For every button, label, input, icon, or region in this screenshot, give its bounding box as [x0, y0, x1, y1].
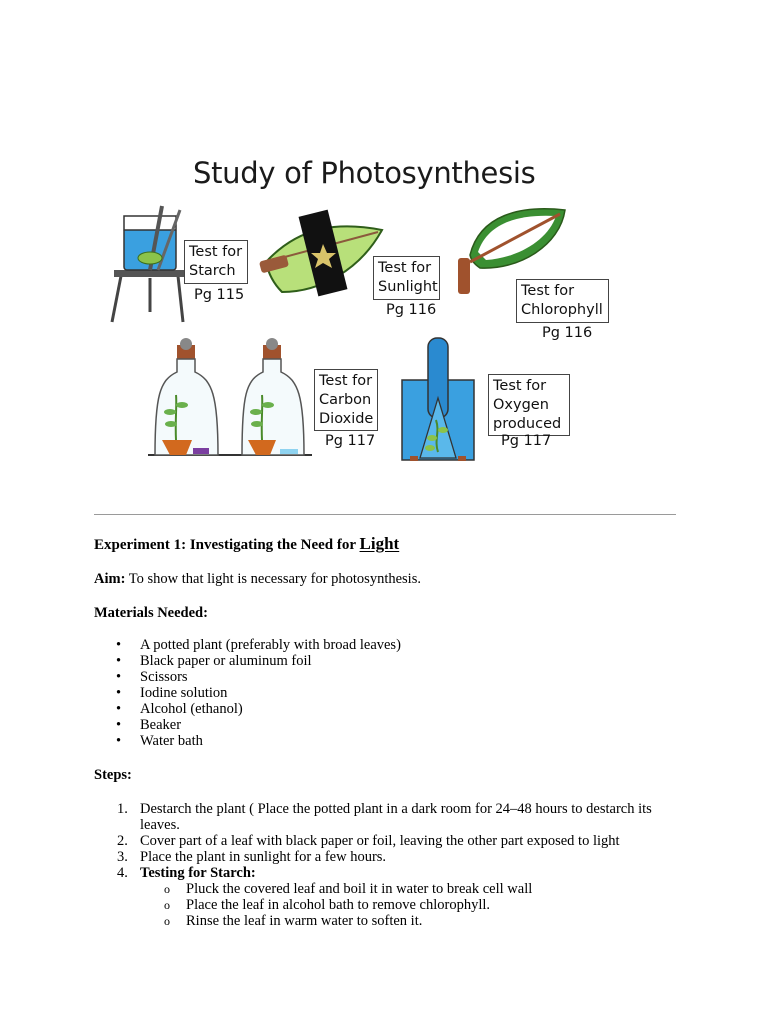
- oxygen-test-page: Pg 117: [501, 433, 552, 449]
- sunlight-test-leaf-illustration: [259, 210, 382, 297]
- aim-paragraph: [94, 571, 694, 587]
- substep-item: o Pluck the covered leaf and boil it in water to break cell wall: [94, 881, 654, 897]
- figure-illustrations: [0, 0, 768, 480]
- step-item: 3. Place the plant in sunlight for a few hours.: [117, 849, 387, 865]
- aim-label: Aim:: [94, 571, 126, 587]
- starch-test-label: Test for Starch: [184, 240, 248, 284]
- list-item: • Beaker: [94, 717, 694, 733]
- title-highlight: Light: [359, 534, 400, 553]
- starch-test-beaker-illustration: [112, 206, 184, 322]
- step-item: 1. Destarch the plant ( Place the potted plant in a dark room for 24–48 hours to destarch its leaves.: [117, 801, 652, 833]
- section-divider: [94, 514, 676, 515]
- starch-test-page: Pg 115: [194, 287, 245, 303]
- carbon-dioxide-test-label: Test for Carbon Dioxide: [314, 369, 378, 431]
- step-item: 4. Testing for Starch: o Pluck the covered leaf and boil it in water to break cell wall o Place the leaf in alcohol bath to remove chlorophyll. o Rinse the leaf in warm water to soften it.: [94, 865, 654, 929]
- figure-title: Study of Photosynthesis: [193, 156, 536, 190]
- materials-heading: Materials Needed:: [94, 605, 208, 621]
- list-item: • Water bath: [94, 733, 694, 749]
- step-item: 2. Cover part of a leaf with black paper or foil, leaving the other part exposed to light: [117, 833, 620, 849]
- substep-item: o Rinse the leaf in warm water to soften it.: [94, 913, 654, 929]
- steps-heading: Steps:: [94, 767, 132, 783]
- materials-list: [94, 637, 694, 749]
- experiment-section: [94, 536, 694, 929]
- list-item: • A potted plant (preferably with broad leaves): [94, 637, 694, 653]
- aim-text: To show that light is necessary for photosynthesis.: [128, 571, 421, 587]
- list-item: • Black paper or aluminum foil: [94, 653, 694, 669]
- chlorophyll-test-page: Pg 116: [542, 325, 593, 341]
- list-item: • Scissors: [94, 669, 694, 685]
- substep-item: o Place the leaf in alcohol bath to remove chlorophyll.: [94, 897, 654, 913]
- list-item: • Alcohol (ethanol): [94, 701, 694, 717]
- sunlight-test-label: Test for Sunlight: [373, 256, 440, 300]
- carbon-dioxide-test-jars-illustration: [148, 338, 312, 455]
- oxygen-test-label: Test for Oxygen produced: [488, 374, 570, 436]
- substeps-list: [140, 881, 654, 929]
- sunlight-test-page: Pg 116: [386, 302, 437, 318]
- photosynthesis-figure: [0, 0, 768, 480]
- list-item: • Iodine solution: [94, 685, 694, 701]
- experiment-title: Experiment 1: Investigating the Need for Light: [94, 534, 400, 553]
- carbon-dioxide-test-page: Pg 117: [325, 433, 376, 449]
- chlorophyll-test-label: Test for Chlorophyll: [516, 279, 609, 323]
- steps-list: [94, 801, 654, 929]
- oxygen-test-beaker-illustration: [402, 338, 474, 461]
